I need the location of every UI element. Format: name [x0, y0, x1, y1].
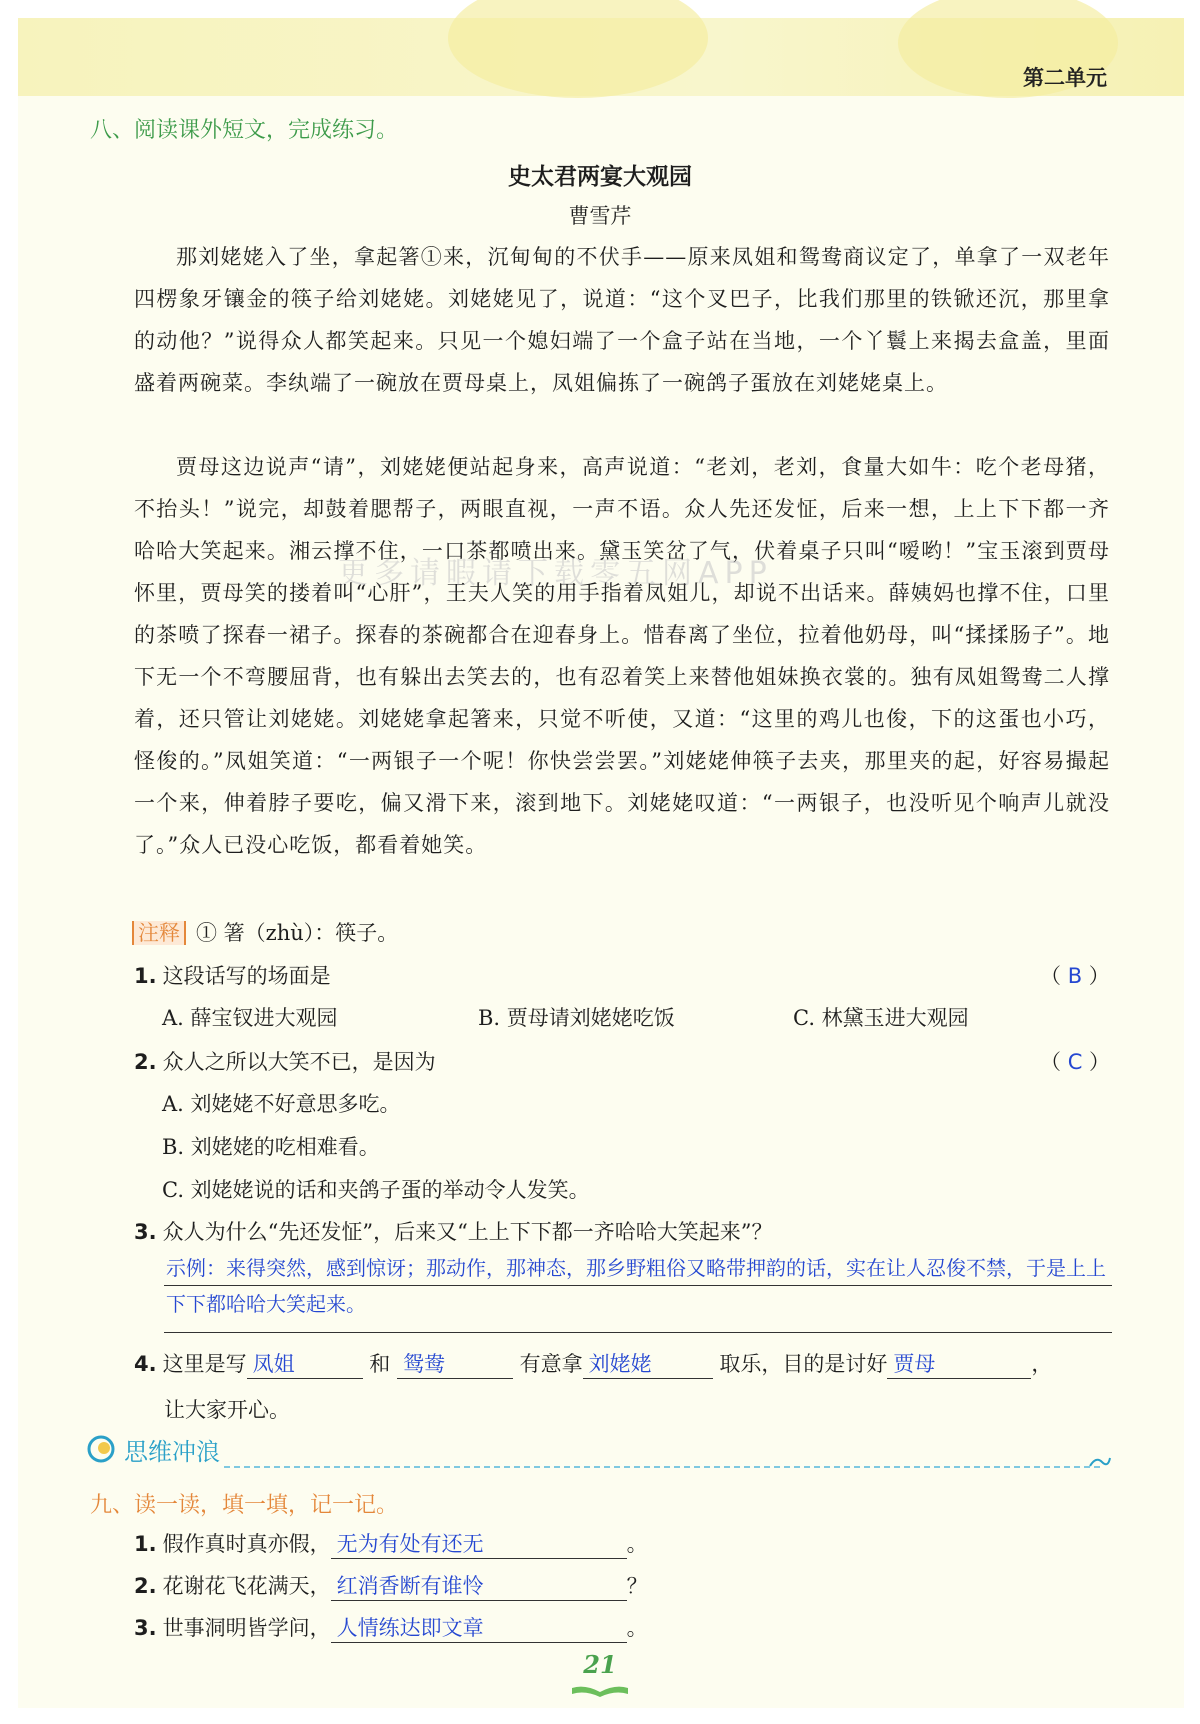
answer-paren-2: （ C ） — [1040, 1050, 1111, 1074]
item-number: 3. — [134, 1616, 157, 1640]
question-text: 众人为什么“先还发怔”，后来又“上上下下都一齐哈哈大笑起来”？ — [162, 1220, 773, 1244]
item-prompt: 世事洞明皆学问， — [162, 1616, 331, 1640]
wave-icon — [86, 1434, 116, 1464]
answer-line — [164, 1332, 1112, 1333]
question-number: 2. — [134, 1050, 157, 1074]
item-number: 2. — [134, 1574, 157, 1598]
question-text: 这里是写 — [162, 1352, 247, 1376]
option-b: B. 贾母请刘姥姥吃饭 — [478, 1006, 675, 1030]
question-text: 和 — [369, 1352, 391, 1376]
fill-item-2 — [134, 1570, 648, 1601]
header-band — [18, 18, 1184, 96]
book-icon — [570, 1684, 630, 1698]
fill-blank: 无为有处有还无 — [331, 1528, 627, 1559]
answer-paren-1: （ B ） — [1040, 964, 1110, 988]
footnote — [132, 917, 398, 947]
note-text: ① 箸（zhù）：筷子。 — [196, 921, 399, 945]
fill-blank: 人情练达即文章 — [331, 1612, 627, 1643]
fill-blank: 鸳鸯 — [397, 1348, 513, 1379]
question-4-continued: 让大家开心。 — [164, 1398, 290, 1422]
item-end: 。 — [626, 1532, 648, 1556]
question-text: 有意拿 — [519, 1352, 583, 1376]
question-number: 4. — [134, 1352, 157, 1376]
item-end: 。 — [626, 1616, 648, 1640]
wave-end-icon — [1088, 1452, 1112, 1472]
fill-blank: 红消香断有谁怜 — [331, 1570, 627, 1601]
passage-title: 史太君两宴大观园 — [508, 164, 692, 190]
question-3-answer: 示例：来得突然，感到惊讶；那动作，那神态，那乡野粗俗又略带押韵的话，实在让人忍俊不禁，于是上上下下都哈哈大笑起来。 — [166, 1256, 1106, 1316]
option-b: B. 刘姥姥的吃相难看。 — [162, 1135, 380, 1159]
question-text: ， — [1031, 1352, 1053, 1376]
question-4 — [134, 1348, 1052, 1379]
question-number: 3. — [134, 1220, 157, 1244]
thinking-label: 思维冲浪 — [124, 1438, 220, 1466]
page-number: 21 — [583, 1650, 617, 1679]
question-text: 取乐，目的是讨好 — [719, 1352, 888, 1376]
question-1 — [134, 960, 331, 990]
watermark: 更多请暇请下载零五网APP — [338, 556, 773, 591]
fill-blank: 贾母 — [887, 1348, 1031, 1379]
question-text: 这段话写的场面是 — [162, 964, 331, 988]
item-prompt: 花谢花飞花满天， — [162, 1574, 331, 1598]
question-number: 1. — [134, 964, 157, 988]
dashed-divider — [224, 1466, 1100, 1468]
passage-author: 曹雪芹 — [568, 204, 632, 228]
fill-item-3 — [134, 1612, 648, 1643]
option-c: C. 林黛玉进大观园 — [793, 1006, 969, 1030]
decor-blob — [448, 0, 708, 98]
fill-blank: 刘姥姥 — [583, 1348, 713, 1379]
passage-paragraph-2: 贾母这边说声“请”，刘姥姥便站起身来，高声说道：“老刘，老刘，食量大如牛：吃个老母猪，不抬头！”说完，却鼓着腮帮子，两眼直视，一声不语。众人先还发怔，后来一想，上上下下都一齐哈哈大笑起来。湘云撑不住，一口茶都喷出来。黛玉笑岔了气，伏着桌子只叫“嗳哟！”宝玉滚到贾母怀里，贾母笑的搂着叫“心肝”，王夫人笑的用手指着凤姐儿，却说不出话来。薛姨妈也撑不住，口里的茶喷了探春一裙子。探春的茶碗都合在迎春身上。惜春离了坐位，拉着他奶母，叫“揉揉肠子”。地下无一个不弯腰屈背，也有躲出去笑去的，也有忍着笑上来替他姐妹换衣裳的。独有凤姐鸳鸯二人撑着，还只管让刘姥姥。刘姥姥拿起箸来，只觉不听使，又道：“这里的鸡儿也俊，下的这蛋也小巧，怪俊的。”凤姐笑道：“一两银子一个呢！你快尝尝罢。”刘姥姥伸筷子去夹，那里夹的起，好容易撮起一个来，伸着脖子要吃，偏又滑下来，滚到地下。刘姥姥叹道：“一两银子，也没听见个响声儿就没了。”众人已没心吃饭，都看着她笑。 — [134, 455, 1110, 857]
section9-heading: 九、读一读，填一填，记一记。 — [90, 1493, 399, 1518]
section8-heading: 八、阅读课外短文，完成练习。 — [90, 118, 399, 143]
fill-item-1 — [134, 1528, 648, 1559]
note-tag: 注释 — [132, 921, 186, 945]
answer-line — [164, 1285, 1112, 1286]
item-prompt: 假作真时真亦假， — [162, 1532, 331, 1556]
item-end: ？ — [626, 1574, 648, 1598]
option-c: C. 刘姥姥说的话和夹鸽子蛋的举动令人发笑。 — [162, 1178, 590, 1202]
unit-badge: 第二单元 — [1023, 66, 1107, 90]
question-2 — [134, 1046, 436, 1076]
item-number: 1. — [134, 1532, 157, 1556]
option-a: A. 薛宝钗进大观园 — [162, 1006, 338, 1030]
option-a: A. 刘姥姥不好意思多吃。 — [162, 1092, 401, 1116]
answer-choice: B — [1067, 964, 1083, 988]
question-3 — [134, 1216, 773, 1246]
answer-choice: C — [1067, 1050, 1083, 1074]
question-text: 众人之所以大笑不已，是因为 — [162, 1050, 436, 1074]
passage-paragraph-1: 那刘姥姥入了坐，拿起箸①来，沉甸甸的不伏手——原来凤姐和鸳鸯商议定了，单拿了一双老年四楞象牙镶金的筷子给刘姥姥。刘姥姥见了，说道：“这个叉巴子，比我们那里的铁锨还沉，那里拿的动他？”说得众人都笑起来。只见一个媳妇端了一个盒子站在当地，一个丫鬟上来揭去盒盖，里面盛着两碗菜。李纨端了一碗放在贾母桌上，凤姐偏拣了一碗鸽子蛋放在刘姥姥桌上。 — [134, 245, 1110, 395]
fill-blank: 凤姐 — [247, 1348, 363, 1379]
